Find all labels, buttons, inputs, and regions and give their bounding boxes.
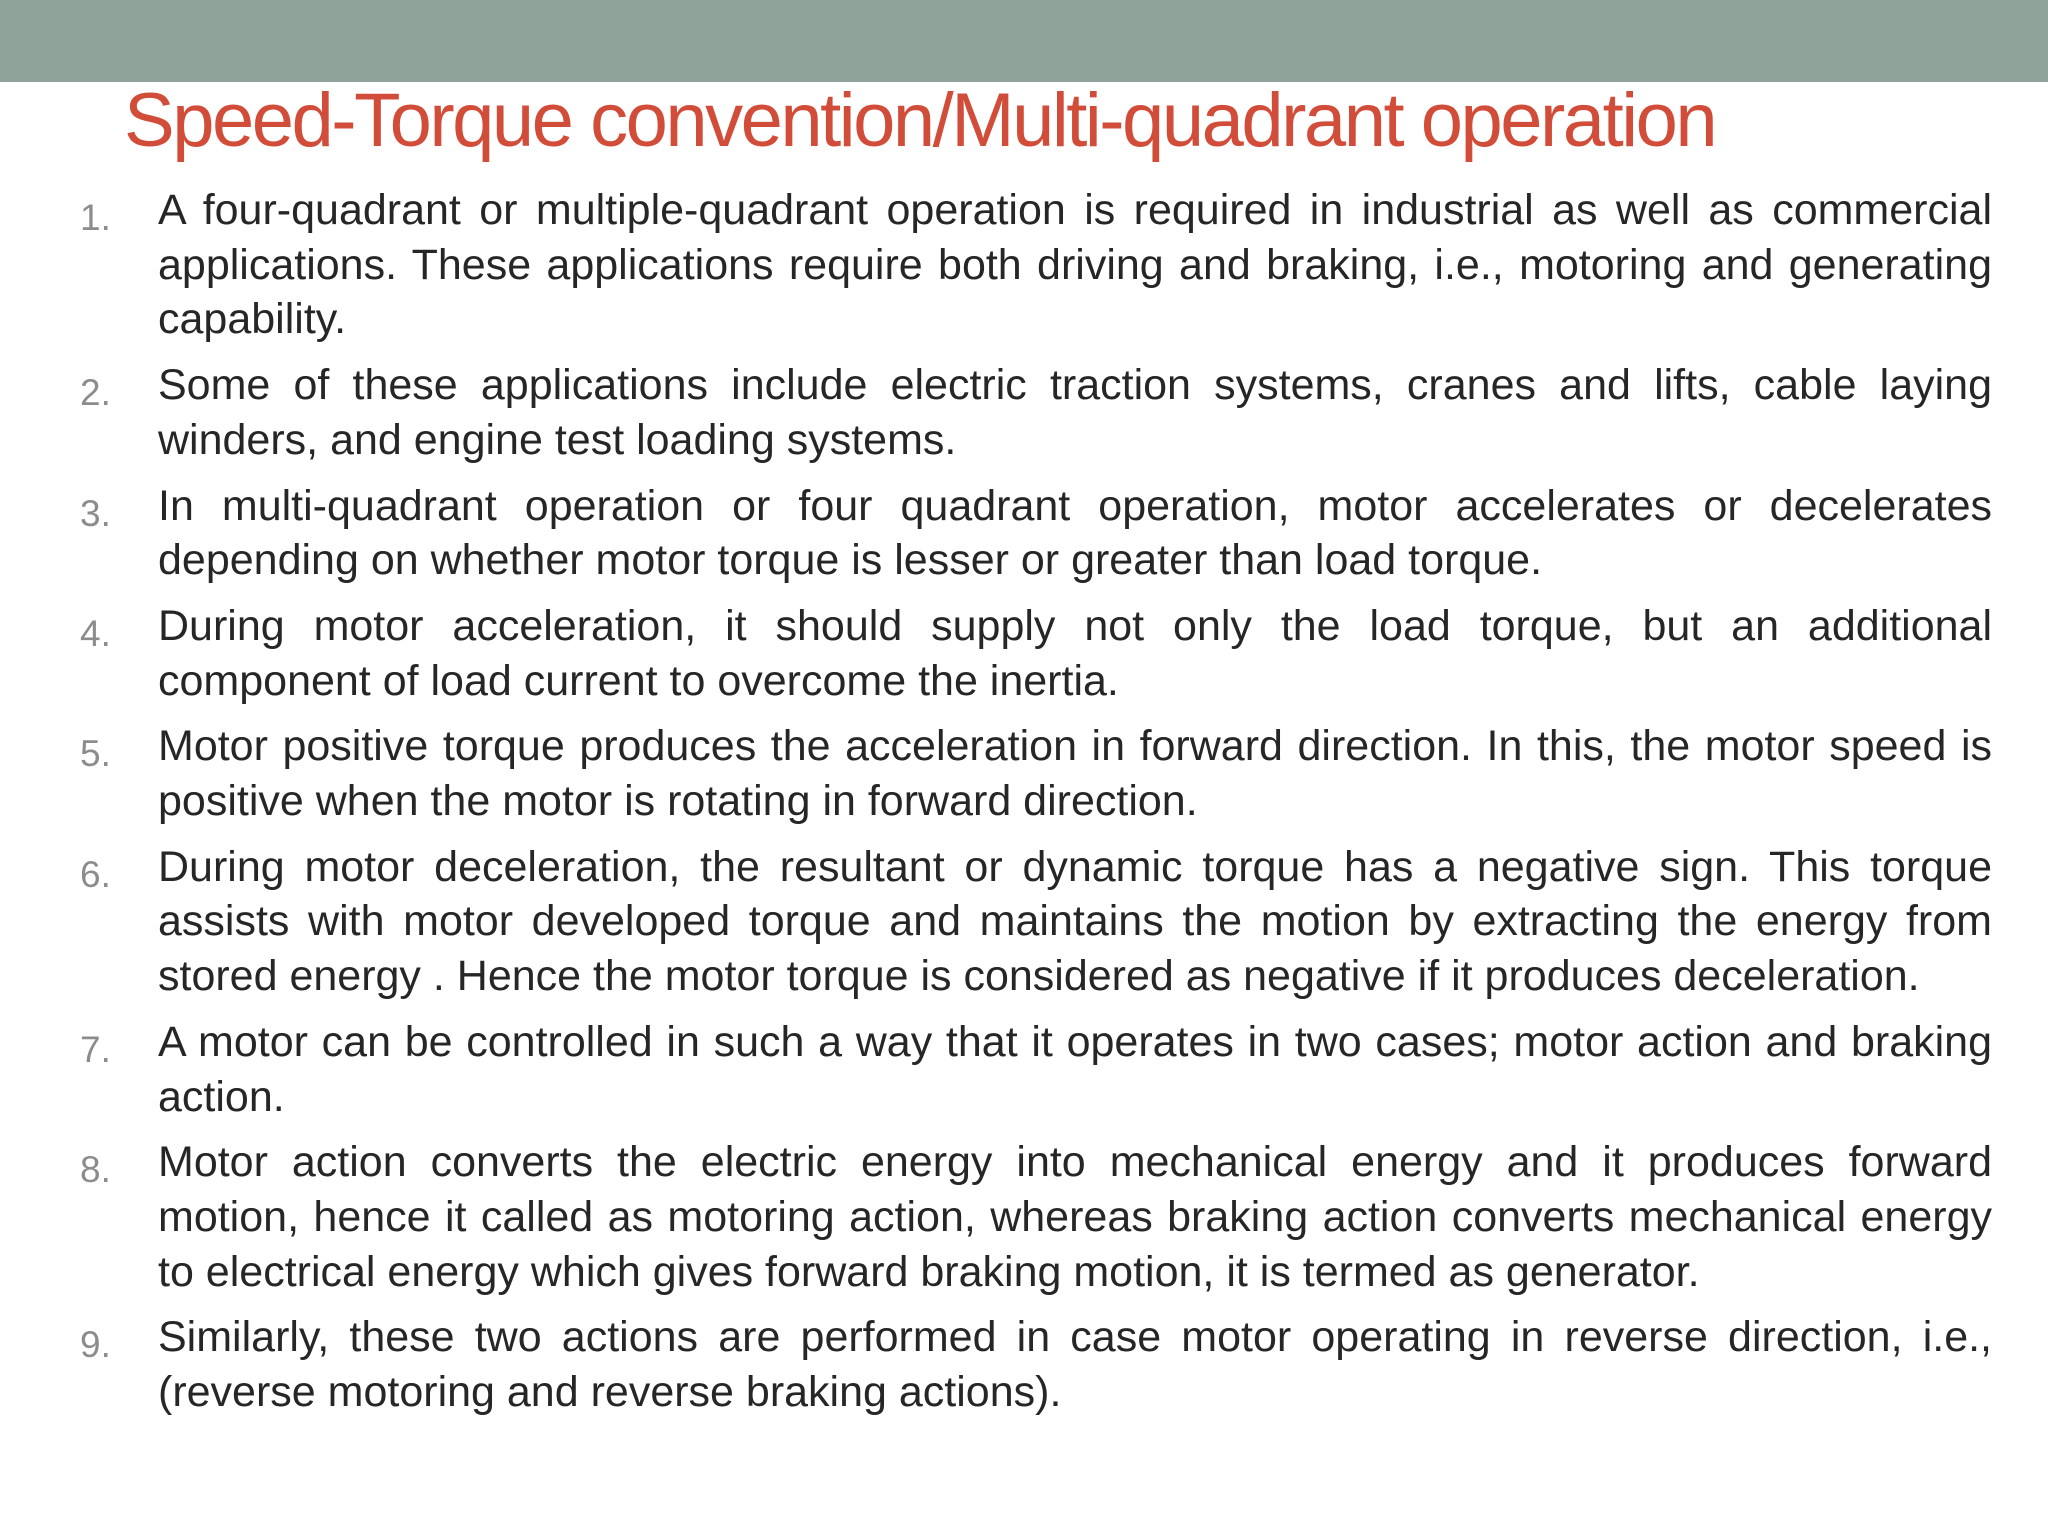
list-item bbox=[0, 1310, 2048, 1419]
list-item bbox=[0, 358, 2048, 467]
list-item bbox=[0, 479, 2048, 588]
list-item-number: 6. bbox=[80, 853, 111, 895]
list-item bbox=[0, 183, 2048, 347]
list-item-number: 5. bbox=[80, 733, 111, 775]
list-item-text: A four-quadrant or multiple-quadrant operation is required in industrial as well as commercial applications. These applications require both driving and braking, i.e., motoring and generating capability. bbox=[158, 186, 1992, 344]
list-item-number: 2. bbox=[80, 372, 111, 414]
list-item-number: 7. bbox=[80, 1028, 111, 1070]
list-item bbox=[0, 1135, 2048, 1299]
list-item-text: During motor acceleration, it should supply not only the load torque, but an additional component of load current to overcome the inertia. bbox=[158, 601, 1992, 705]
numbered-list bbox=[0, 183, 2048, 1431]
list-item-number: 3. bbox=[80, 492, 111, 534]
list-item bbox=[0, 1015, 2048, 1124]
list-item-text: During motor deceleration, the resultant or dynamic torque has a negative sign. This torque assists with motor developed torque and maintains the motion by extracting the energy from stored energy . Hence the motor torque is considered as negative if it produces deceleration. bbox=[158, 842, 1992, 1001]
list-item-text: Similarly, these two actions are performed in case motor operating in reverse direction, i.e., (reverse motoring and reverse braking actions). bbox=[158, 1313, 1992, 1417]
list-item-number: 9. bbox=[80, 1324, 111, 1366]
list-item bbox=[0, 840, 2048, 1004]
list-item-number: 1. bbox=[80, 197, 111, 238]
list-item-text: In multi-quadrant operation or four quadrant operation, motor accelerates or decelerates depending on whether motor torque is lesser or greater than load torque. bbox=[158, 481, 1992, 585]
list-item-number: 4. bbox=[80, 612, 111, 654]
list-item-number: 8. bbox=[80, 1149, 111, 1191]
list-item bbox=[0, 719, 2048, 828]
slide-title: Speed-Torque convention/Multi-quadrant operation bbox=[124, 78, 1716, 163]
list-item-text: Some of these applications include electric traction systems, cranes and lifts, cable laying winders, and engine test loading systems. bbox=[158, 361, 1992, 464]
list-item bbox=[0, 599, 2048, 708]
header-band bbox=[0, 0, 2048, 82]
list-item-text: A motor can be controlled in such a way that it operates in two cases; motor action and braking action. bbox=[158, 1017, 1992, 1121]
list-item-text: Motor action converts the electric energy into mechanical energy and it produces forward motion, hence it called as motoring action, whereas braking action converts mechanical energy to electrical energy which gives forward braking motion, it is termed as generator. bbox=[158, 1138, 1992, 1296]
list-item-text: Motor positive torque produces the acceleration in forward direction. In this, the motor speed is positive when the motor is rotating in forward direction. bbox=[158, 722, 1992, 826]
